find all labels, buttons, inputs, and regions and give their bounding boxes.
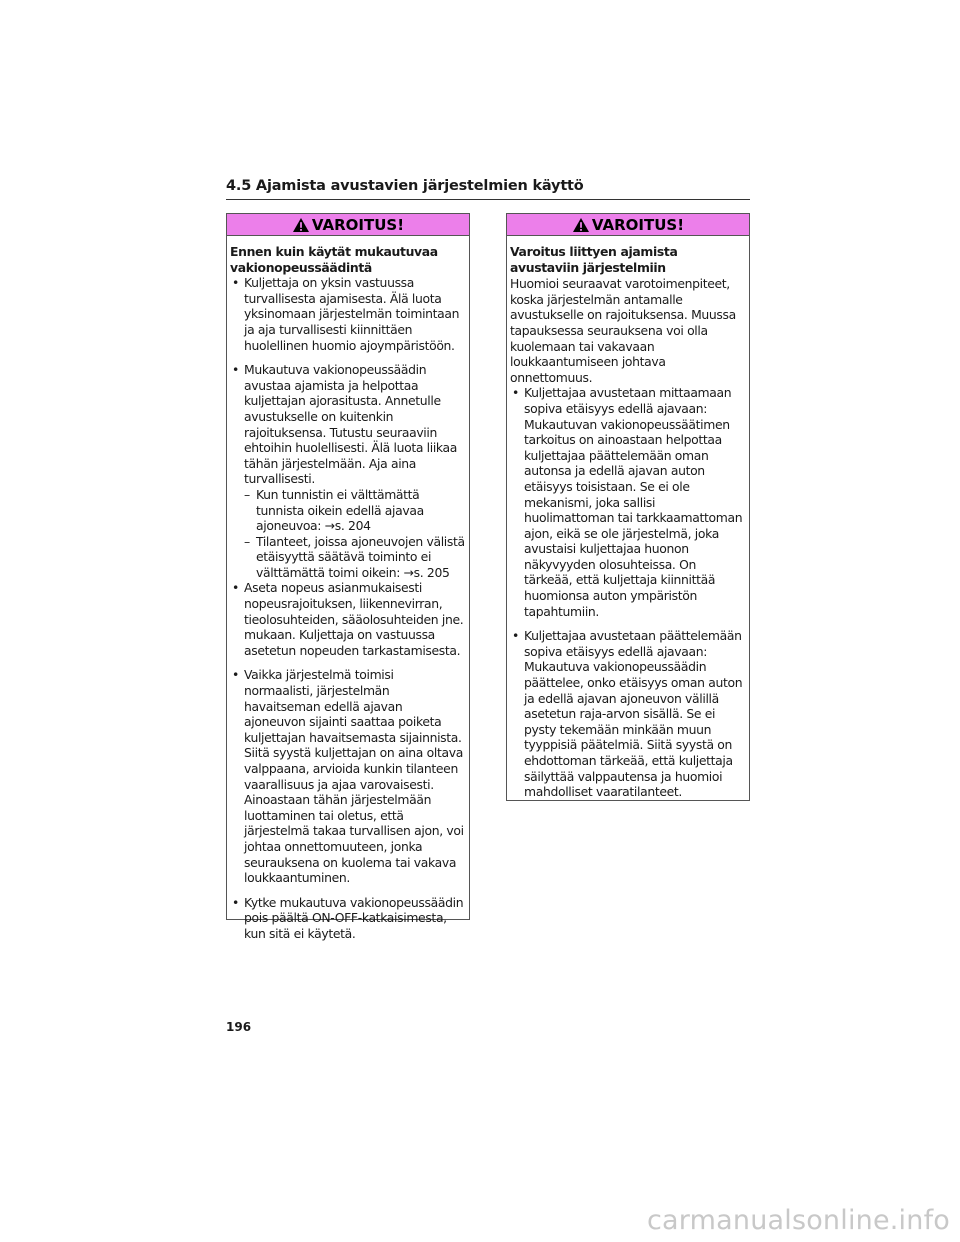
warning-title: Ennen kuin käytät mukautuvaa vakionopeussäädintä bbox=[230, 244, 438, 275]
list-item: • Kytke mukautuva vakionopeussäädin pois päältä ON-OFF-katkaisimesta, kun sitä ei käytetä. bbox=[230, 895, 465, 942]
warning-triangle-icon bbox=[572, 217, 590, 233]
warning-header bbox=[227, 214, 469, 236]
list-item: • Kuljettajaa avustetaan päättelemään sopiva etäisyys edellä ajavaan: Mukautuva vakionopeussäädin päättelee, onko etäisyys oman auton ja edellä ajavan ajoneuvon välillä asetetun raja-arvon sisällä. Se ei pysty tekemään minkään muun tyyppisiä päätelmiä. Siitä syystä on ehdottoman tärkeää, että kuljettaja säilyttää valppautensa ja huomioi mahdolliset vaaratilanteet. bbox=[510, 628, 745, 800]
warning-triangle-icon bbox=[292, 217, 310, 233]
warning-title: Varoitus liittyen ajamista avustaviin järjestelmiin bbox=[510, 244, 678, 275]
list-item bbox=[230, 362, 465, 580]
section-header: 4.5 Ajamista avustavien järjestelmien käyttö bbox=[226, 178, 750, 200]
list-item: • Vaikka järjestelmä toimisi normaalisti, järjestelmän havaitseman edellä ajavan ajoneuvon sijainti saattaa poiketa kuljettajan havaitsemasta sijainnista. Siitä syystä kuljettajan on aina oltava valppaana, arvioida kunkin tilanteen vaarallisuus ja ajaa varovaisesti. Ainoastaan tähän järjestelmään luottaminen tai oletus, että järjestelmä takaa turvallisen ajon, voi johtaa onnettomuuteen, jonka seurauksena on kuolema tai vakava loukkaantuminen. bbox=[230, 667, 465, 885]
list-item: • Kuljettajaa avustetaan mittaamaan sopiva etäisyys edellä ajavaan: Mukautuvan vakionopeussäätimen tarkoitus on ainoastaan helpottaa kuljettajaa päättelemään oman autonsa ja edellä ajavan auton etäisyys toisistaan. Se ei ole mekanismi, joka sallisi huolimattoman tai tarkkaamattoman ajon, eikä se ole järjestelmä, joka avustaisi kuljettajaa huonon näkyvyyden olosuhteissa. On tärkeää, että kuljettaja kiinnittää huomionsa auton ympäristön tapahtumiin. bbox=[510, 385, 745, 619]
warning-box-right bbox=[506, 213, 750, 801]
warning-body bbox=[227, 236, 469, 942]
list-item: • Aseta nopeus asianmukaisesti nopeusrajoituksen, liikennevirran, tieolosuhteiden, sääolosuhteiden jne. mukaan. Kuljettaja on vastuussa asetetun nopeuden tarkastamisesta. bbox=[230, 580, 465, 658]
sub-list bbox=[244, 487, 465, 581]
list-item: • Kuljettaja on yksin vastuussa turvallisesta ajamisesta. Älä luota yksinomaan järjestelmän toimintaan ja aja turvallisesti kiinnittäen huolellinen huomio ajoympäristöön. bbox=[230, 275, 465, 353]
warning-label: VAROITUS! bbox=[311, 215, 405, 234]
warning-bullet-list bbox=[510, 385, 745, 799]
sub-list-item: – Tilanteet, joissa ajoneuvojen välistä etäisyyttä säätävä toiminto ei välttämättä toimi oikein: →s. 205 bbox=[244, 534, 465, 581]
warning-body bbox=[507, 236, 749, 800]
warning-bullet-list bbox=[230, 275, 465, 941]
list-item-text: Mukautuva vakionopeussäädin avustaa ajamista ja helpottaa kuljettajan ajorasitusta. Annetulle avustukselle on kuitenkin rajoituksensa. Tutustu seuraaviin ehtoihin huolellisesti. Älä luota liikaa tähän järjestelmään. Aja aina turvallisesti. bbox=[244, 362, 458, 487]
warning-label: VAROITUS! bbox=[591, 215, 685, 234]
warning-box-left bbox=[226, 213, 470, 941]
warning-header bbox=[507, 214, 749, 236]
warning-intro: Huomioi seuraavat varotoimenpiteet, koska järjestelmän antamalle avustukselle on rajoituksensa. Muussa tapauksessa seurauksena voi olla kuolemaan tai vakavaan loukkaantumiseen johtava onnettomuus. bbox=[510, 276, 736, 385]
sub-list-item: – Kun tunnistin ei välttämättä tunnista oikein edellä ajavaa ajoneuvoa: →s. 204 bbox=[244, 487, 465, 534]
watermark: carmanualsonline.info bbox=[647, 1205, 950, 1236]
page-number: 196 bbox=[226, 1020, 252, 1034]
